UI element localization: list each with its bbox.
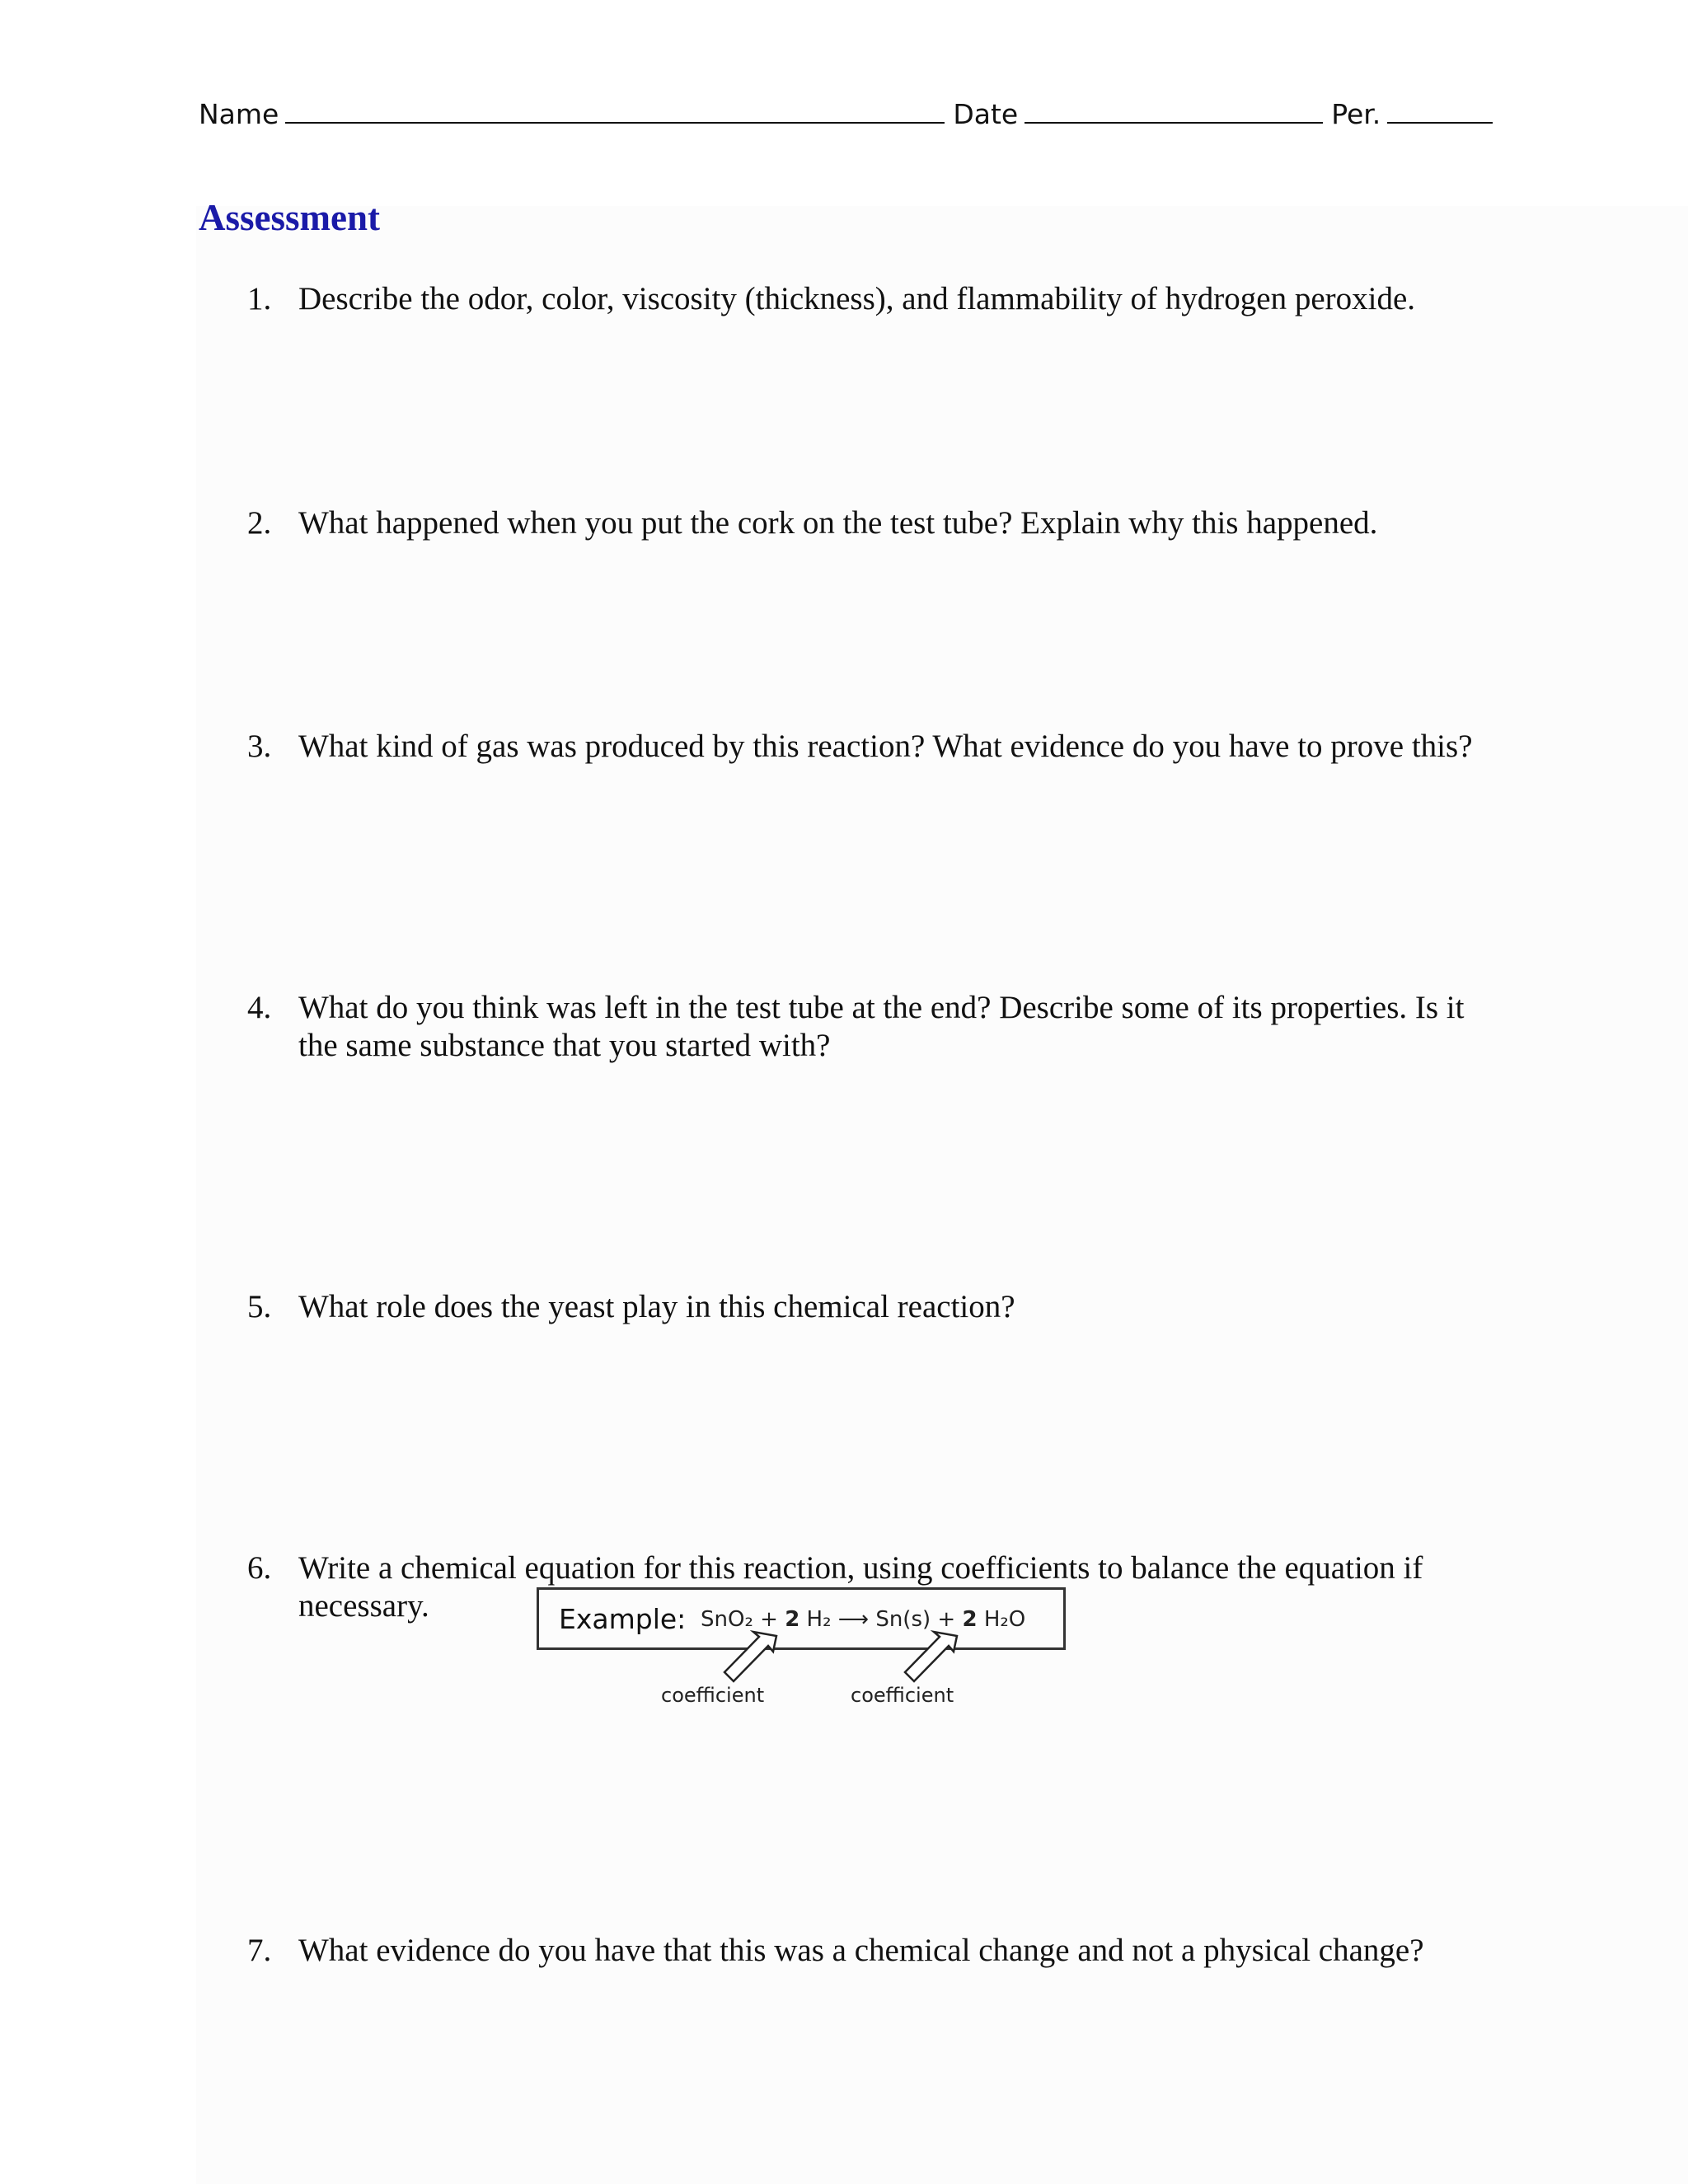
- coefficient-arrow-icon: [724, 1632, 776, 1681]
- question-number: 2.: [247, 505, 272, 541]
- equation-reactant-1: SnO₂ +: [701, 1607, 778, 1632]
- date-label: Date: [953, 98, 1019, 130]
- question-text: Describe the odor, color, viscosity (thickness), and flammability of hydrogen peroxide.: [298, 281, 1416, 316]
- coefficient-label-1: coefficient: [661, 1684, 765, 1707]
- example-label: Example:: [559, 1603, 687, 1635]
- question-text: What do you think was left in the test tube at the end? Describe some of its properties. Is it the same substance that you started with?: [298, 990, 1465, 1063]
- question-text: What happened when you put the cork on the test tube? Explain why this happened.: [298, 505, 1378, 541]
- question-number: 3.: [247, 729, 272, 764]
- question-7: [247, 1932, 1484, 1970]
- equation-middle: H₂ ⟶ Sn(s) +: [806, 1607, 956, 1632]
- period-label: Per.: [1331, 98, 1381, 130]
- question-text: What evidence do you have that this was a chemical change and not a physical change?: [298, 1933, 1424, 1968]
- page-title: Assessment: [199, 197, 380, 238]
- coefficient-label-2: coefficient: [851, 1684, 954, 1707]
- coefficient-2: 2: [962, 1607, 978, 1632]
- question-number: 5.: [247, 1289, 272, 1324]
- coefficient-1: 2: [785, 1607, 800, 1632]
- question-text: Write a chemical equation for this reaction, using coefficients to balance the equation if necessary.: [298, 1550, 1423, 1624]
- question-number: 7.: [247, 1933, 272, 1968]
- question-number: 4.: [247, 990, 272, 1025]
- question-text: What role does the yeast play in this chemical reaction?: [298, 1289, 1015, 1324]
- name-label: Name: [199, 98, 279, 130]
- equation-product-2: H₂O: [983, 1607, 1026, 1632]
- coefficient-arrow-icon: [905, 1632, 957, 1681]
- question-number: 1.: [247, 281, 272, 316]
- question-number: 6.: [247, 1550, 272, 1586]
- question-text: What kind of gas was produced by this reaction? What evidence do you have to prove this?: [298, 729, 1473, 764]
